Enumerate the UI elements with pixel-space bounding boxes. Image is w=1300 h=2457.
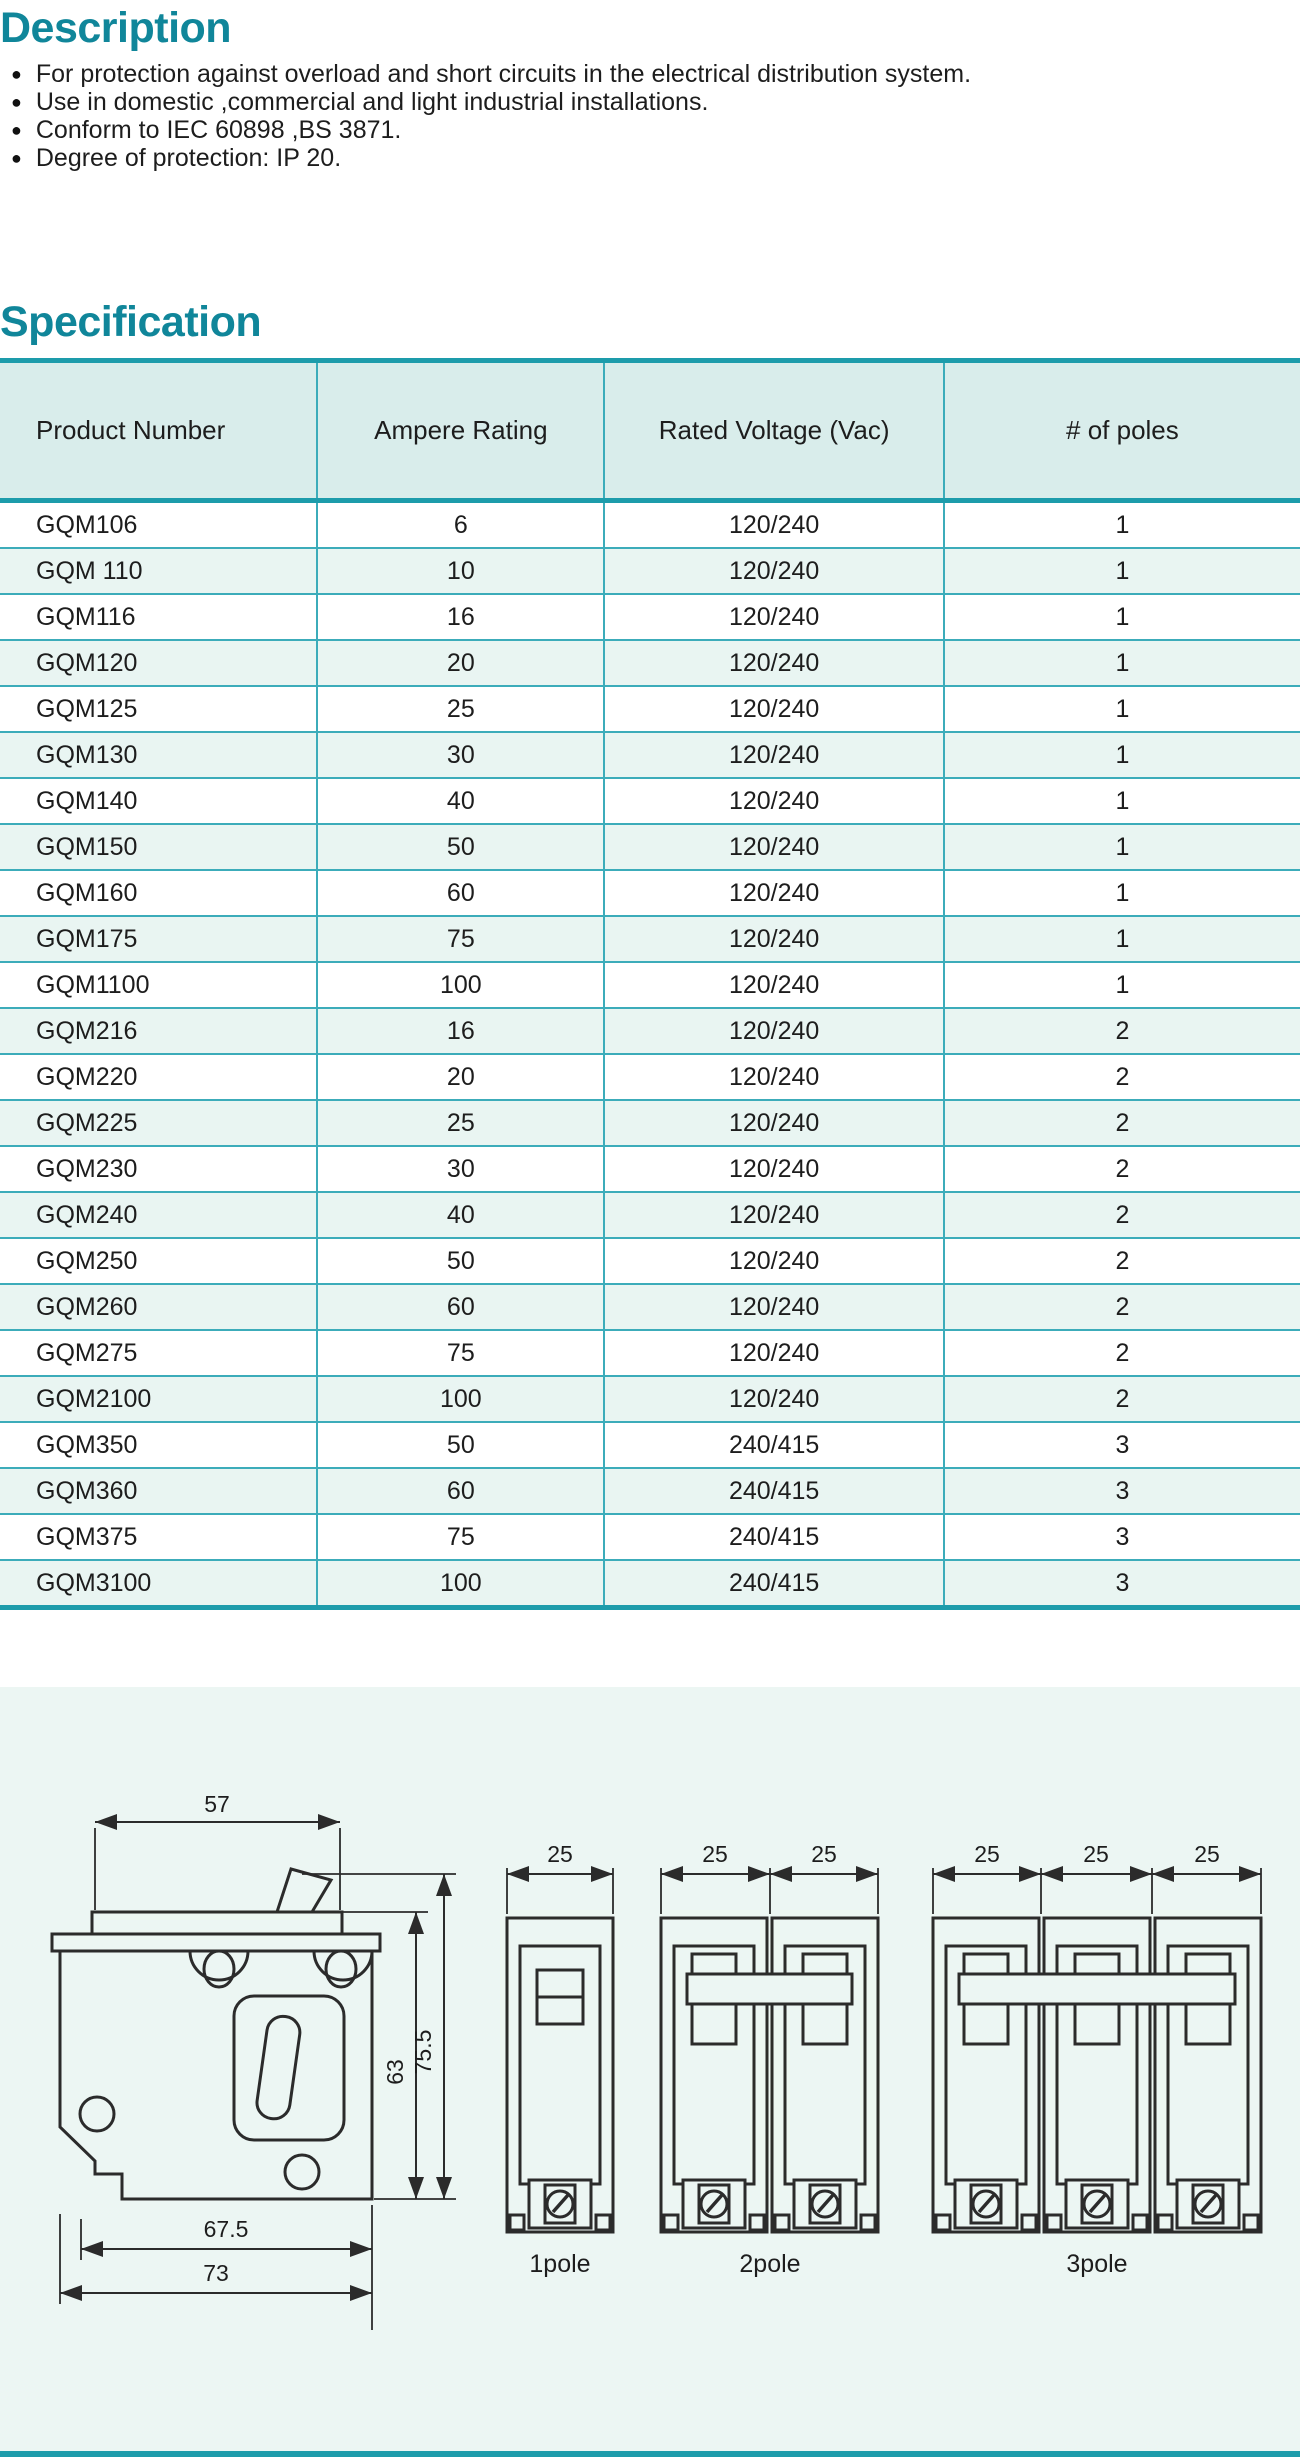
front-view-1pole xyxy=(507,1841,613,2278)
table-cell: GQM 110 xyxy=(0,548,317,594)
table-cell: 120/240 xyxy=(604,1008,943,1054)
description-bullet xyxy=(0,60,1300,88)
table-cell: 30 xyxy=(317,1146,604,1192)
table-cell: 2 xyxy=(944,1146,1300,1192)
bullet-icon: ● xyxy=(11,147,22,168)
table-cell: 1 xyxy=(944,916,1300,962)
table-cell: GQM116 xyxy=(0,594,317,640)
handle-tie-bar xyxy=(959,1974,1235,2004)
table-cell: GQM160 xyxy=(0,870,317,916)
table-cell: GQM360 xyxy=(0,1468,317,1514)
dim-label-57: 57 xyxy=(204,1791,230,1817)
table-cell: GQM275 xyxy=(0,1330,317,1376)
table-cell: 120/240 xyxy=(604,548,943,594)
table-row xyxy=(0,916,1300,962)
table-cell: 40 xyxy=(317,1192,604,1238)
table-cell: 60 xyxy=(317,870,604,916)
table-cell: 50 xyxy=(317,1238,604,1284)
table-cell: GQM250 xyxy=(0,1238,317,1284)
description-bullet xyxy=(0,88,1300,116)
bullet-icon: ● xyxy=(11,119,22,140)
table-cell: 3 xyxy=(944,1468,1300,1514)
table-row xyxy=(0,870,1300,916)
table-cell: 3 xyxy=(944,1560,1300,1608)
table-cell: GQM1100 xyxy=(0,962,317,1008)
dim-label-75-5: 75.5 xyxy=(410,2029,436,2075)
dim-label-25: 25 xyxy=(702,1841,728,1867)
front-view-2pole xyxy=(661,1841,878,2278)
table-row xyxy=(0,1100,1300,1146)
table-cell: 2 xyxy=(944,1330,1300,1376)
table-cell: 120/240 xyxy=(604,1330,943,1376)
dim-label-25: 25 xyxy=(974,1841,1000,1867)
table-cell: 100 xyxy=(317,1560,604,1608)
specification-title: Specification xyxy=(0,298,262,346)
bullet-text: Degree of protection: IP 20. xyxy=(35,143,342,172)
table-row xyxy=(0,778,1300,824)
table-cell: 1 xyxy=(944,640,1300,686)
dim-label-25: 25 xyxy=(1083,1841,1109,1867)
table-cell: GQM240 xyxy=(0,1192,317,1238)
table-cell: 40 xyxy=(317,778,604,824)
table-cell: 120/240 xyxy=(604,1100,943,1146)
table-cell: 16 xyxy=(317,1008,604,1054)
table-row xyxy=(0,1376,1300,1422)
table-cell: 25 xyxy=(317,1100,604,1146)
bullet-text: Use in domestic ,commercial and light industrial installations. xyxy=(35,87,709,116)
mounting-flange xyxy=(52,1934,380,1951)
table-cell: GQM120 xyxy=(0,640,317,686)
table-cell: 120/240 xyxy=(604,916,943,962)
table-row xyxy=(0,1284,1300,1330)
bullet-icon: ● xyxy=(11,91,22,112)
table-row xyxy=(0,1514,1300,1560)
pole-unit xyxy=(1044,1918,1150,2232)
table-cell: 120/240 xyxy=(604,686,943,732)
table-cell: 75 xyxy=(317,916,604,962)
table-cell: 2 xyxy=(944,1008,1300,1054)
dim-label-25: 25 xyxy=(547,1841,573,1867)
table-cell: 2 xyxy=(944,1192,1300,1238)
table-cell: GQM260 xyxy=(0,1284,317,1330)
table-cell: 100 xyxy=(317,1376,604,1422)
table-cell: 1 xyxy=(944,594,1300,640)
table-cell: 120/240 xyxy=(604,1192,943,1238)
table-cell: 100 xyxy=(317,962,604,1008)
table-cell: 120/240 xyxy=(604,732,943,778)
table-row xyxy=(0,1468,1300,1514)
table-cell: 1 xyxy=(944,870,1300,916)
table-cell: GQM2100 xyxy=(0,1376,317,1422)
table-cell: 120/240 xyxy=(604,824,943,870)
spec-table-header-row xyxy=(0,361,1300,501)
table-row xyxy=(0,1054,1300,1100)
table-cell: 25 xyxy=(317,686,604,732)
table-cell: 1 xyxy=(944,824,1300,870)
handle-tie-bar xyxy=(687,1974,852,2004)
dim-label-67-5: 67.5 xyxy=(203,2216,249,2242)
table-cell: 60 xyxy=(317,1284,604,1330)
table-cell: 1 xyxy=(944,778,1300,824)
table-row xyxy=(0,1146,1300,1192)
table-row xyxy=(0,1192,1300,1238)
table-cell: 120/240 xyxy=(604,778,943,824)
dim-label-25: 25 xyxy=(1194,1841,1220,1867)
bullet-icon: ● xyxy=(11,63,22,84)
table-cell: GQM225 xyxy=(0,1100,317,1146)
table-row xyxy=(0,548,1300,594)
table-cell: GQM140 xyxy=(0,778,317,824)
table-cell: GQM125 xyxy=(0,686,317,732)
table-row xyxy=(0,594,1300,640)
pole-unit xyxy=(772,1918,878,2232)
table-cell: 120/240 xyxy=(604,1054,943,1100)
table-cell: 3 xyxy=(944,1422,1300,1468)
dim-label-73: 73 xyxy=(203,2260,229,2286)
table-row xyxy=(0,732,1300,778)
col-header-product-number: Product Number xyxy=(0,361,317,501)
table-cell: GQM175 xyxy=(0,916,317,962)
table-cell: 2 xyxy=(944,1100,1300,1146)
toggle-lever xyxy=(277,1869,331,1912)
table-cell: 50 xyxy=(317,824,604,870)
pole-unit xyxy=(1155,1918,1261,2232)
description-bullet-list xyxy=(0,60,1300,172)
table-row xyxy=(0,824,1300,870)
col-header-ampere-rating: Ampere Rating xyxy=(317,361,604,501)
table-cell: 120/240 xyxy=(604,640,943,686)
description-bullet xyxy=(0,116,1300,144)
table-row xyxy=(0,501,1300,549)
table-row xyxy=(0,962,1300,1008)
table-cell: 30 xyxy=(317,732,604,778)
table-cell: 2 xyxy=(944,1284,1300,1330)
bullet-text: Conform to IEC 60898 ,BS 3871. xyxy=(35,115,402,144)
table-row xyxy=(0,1330,1300,1376)
table-cell: GQM350 xyxy=(0,1422,317,1468)
table-cell: 6 xyxy=(317,501,604,549)
table-cell: GQM150 xyxy=(0,824,317,870)
table-cell: 240/415 xyxy=(604,1514,943,1560)
table-row xyxy=(0,640,1300,686)
breaker-top-cap xyxy=(92,1912,342,1934)
table-cell: 60 xyxy=(317,1468,604,1514)
table-cell: GQM130 xyxy=(0,732,317,778)
dimension-drawing xyxy=(0,1687,1300,2451)
table-cell: GQM216 xyxy=(0,1008,317,1054)
table-cell: 240/415 xyxy=(604,1560,943,1608)
table-cell: 120/240 xyxy=(604,1146,943,1192)
dimension-drawing-panel xyxy=(0,1687,1300,2457)
pole-unit xyxy=(507,1918,613,2232)
table-cell: 120/240 xyxy=(604,1284,943,1330)
pole-unit xyxy=(661,1918,767,2232)
table-cell: 2 xyxy=(944,1376,1300,1422)
table-cell: 20 xyxy=(317,640,604,686)
table-cell: 3 xyxy=(944,1514,1300,1560)
table-cell: 1 xyxy=(944,548,1300,594)
table-cell: 120/240 xyxy=(604,594,943,640)
table-cell: 75 xyxy=(317,1330,604,1376)
table-row xyxy=(0,1238,1300,1284)
front-view-3pole xyxy=(933,1841,1261,2278)
pole-label-2pole: 2pole xyxy=(739,2250,801,2278)
table-cell: GQM230 xyxy=(0,1146,317,1192)
table-cell: 50 xyxy=(317,1422,604,1468)
table-cell: 1 xyxy=(944,501,1300,549)
table-cell: 120/240 xyxy=(604,1376,943,1422)
table-cell: GQM3100 xyxy=(36,1568,152,1597)
table-cell: 20 xyxy=(317,1054,604,1100)
col-header-rated-voltage: Rated Voltage (Vac) xyxy=(604,361,943,501)
table-cell: 2 xyxy=(944,1238,1300,1284)
spec-table-body xyxy=(0,501,1300,1608)
table-cell: 2 xyxy=(944,1054,1300,1100)
description-bullet xyxy=(0,144,1300,172)
table-cell: 1 xyxy=(944,686,1300,732)
table-row xyxy=(0,1422,1300,1468)
pole-label-3pole: 3pole xyxy=(1066,2250,1128,2278)
table-cell: 1 xyxy=(944,962,1300,1008)
table-cell: 240/415 xyxy=(604,1422,943,1468)
pole-label-1pole: 1pole xyxy=(529,2250,591,2278)
table-cell: 240/415 xyxy=(604,1468,943,1514)
table-cell: 120/240 xyxy=(604,1238,943,1284)
table-row xyxy=(0,1008,1300,1054)
table-cell: GQM375 xyxy=(0,1514,317,1560)
table-cell: 1 xyxy=(944,732,1300,778)
spec-table xyxy=(0,358,1300,1610)
table-cell: 120/240 xyxy=(604,962,943,1008)
table-cell: 10 xyxy=(317,548,604,594)
table-cell: 75 xyxy=(317,1514,604,1560)
table-cell: 120/240 xyxy=(604,870,943,916)
description-title: Description xyxy=(0,4,232,52)
table-row xyxy=(0,686,1300,732)
side-view-drawing xyxy=(52,1791,456,2330)
table-cell: GQM106 xyxy=(0,501,317,549)
table-row xyxy=(0,1560,1300,1608)
dim-label-63: 63 xyxy=(382,2059,408,2085)
table-cell: 16 xyxy=(317,594,604,640)
dim-label-25: 25 xyxy=(811,1841,837,1867)
col-header-poles: # of poles xyxy=(944,361,1300,501)
pole-unit xyxy=(933,1918,1039,2232)
bullet-text: For protection against overload and short circuits in the electrical distribution system. xyxy=(35,59,972,88)
table-cell: 120/240 xyxy=(604,501,943,549)
table-cell: GQM220 xyxy=(0,1054,317,1100)
